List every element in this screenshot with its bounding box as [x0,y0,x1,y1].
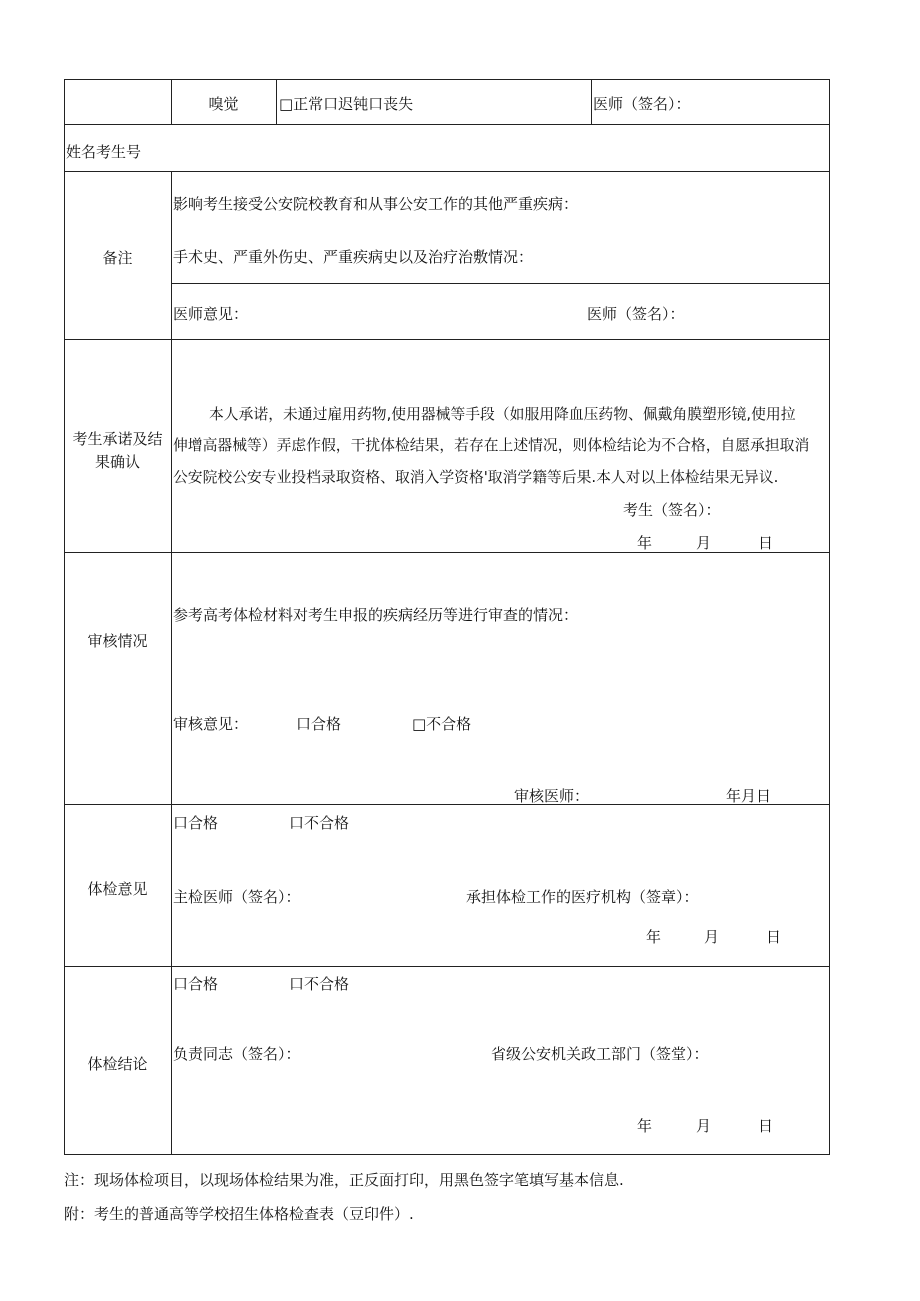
smell-doctor-sign: 医师（签名）： [593,95,691,113]
promise-text-line2: 伸增高器械等）弄虑作假，干扰体检结果，若存在上述情况，则体检结论为不合格，自愿承担取消 [173,437,810,454]
row-divider [64,339,830,340]
table-border-bottom [64,1154,830,1155]
exam-opinion-month: 月 [704,928,720,946]
review-text: 参考高考体检材料对考生申报的疾病经历等进行审查的情况： [173,606,579,624]
remarks-doctor-opinion: 医师意见： [173,305,249,323]
exam-opinion-fail: 口不合格 [289,814,350,832]
column-divider [276,79,277,125]
exam-conclusion-fail: 口不合格 [289,975,350,993]
name-exam-number-label: 姓名考生号 [66,143,142,161]
promise-year: 年 [637,534,653,552]
exam-opinion-institution: 承担体检工作的医疗机构（签章）： [466,888,699,906]
promise-month: 月 [696,534,712,552]
smell-options: □正常口迟钝口丧失 [279,95,414,113]
exam-conclusion-label: 体检结论 [87,1055,148,1073]
column-divider [171,171,172,1155]
exam-conclusion-pass: 口合格 [173,975,219,993]
smell-label: 嗅觉 [208,95,239,113]
exam-conclusion-day: 日 [758,1117,774,1135]
row-divider [64,552,830,553]
remarks-medical-history: 手术史、严重外伤史、严重疾病史以及治疗治敷情况： [173,248,534,266]
row-divider [64,171,830,172]
exam-conclusion-month: 月 [696,1117,712,1135]
exam-conclusion-year: 年 [637,1117,653,1135]
remarks-doctor-sign: 医师（签名）： [587,305,685,323]
remarks-serious-disease: 影响考生接受公安院校教育和从事公安工作的其他严重疾病： [173,195,579,213]
exam-opinion-year: 年 [646,928,662,946]
column-divider [591,79,592,125]
exam-conclusion-responsible: 负责同志（签名）： [173,1045,301,1063]
exam-opinion-chief-doctor: 主检医师（签名）： [173,888,301,906]
exam-opinion-pass: 口合格 [173,814,219,832]
footnote-note: 注：现场体检项目，以现场体检结果为准，正反面打印，用黑色签字笔填写基本信息. [64,1171,624,1189]
row-divider [64,804,830,805]
review-date: 年月日 [726,787,772,805]
row-divider [64,124,830,125]
promise-text-line3: 公安院校公安专业投档录取资格、取消入学资格'取消学籍等后果.本人对以上体检结果无异议. [173,469,779,486]
footnote-attachment: 附：考生的普通高等学校招生体格检查表（豆印件）. [64,1205,414,1223]
row-divider [171,283,830,284]
remarks-label: 备注 [102,249,133,267]
review-pass-option: 口合格 [296,715,342,733]
exam-conclusion-department: 省级公安机关政工部门（签堂）： [491,1045,709,1063]
exam-opinion-day: 日 [766,928,782,946]
promise-text-line1: 本人承诺，未通过雇用药物,使用器械等手段（如服用降血压药物、佩戴角膜塑形镜,使用拉 [209,406,796,423]
promise-label-line2: 果确认 [94,453,140,471]
promise-day: 日 [758,534,774,552]
table-border-left [64,79,65,1155]
table-border-right [829,79,830,1155]
exam-opinion-label: 体检意见 [87,880,148,898]
row-divider [64,966,830,967]
promise-label-line1: 考生承诺及结 [72,430,163,448]
review-label: 审核情况 [87,632,148,650]
review-doctor: 审核医师： [514,787,590,805]
review-fail-option: □不合格 [412,715,472,733]
promise-candidate-sign: 考生（签名）： [623,501,721,519]
table-border-top [64,79,830,80]
review-opinion-label: 审核意见： [173,715,249,733]
